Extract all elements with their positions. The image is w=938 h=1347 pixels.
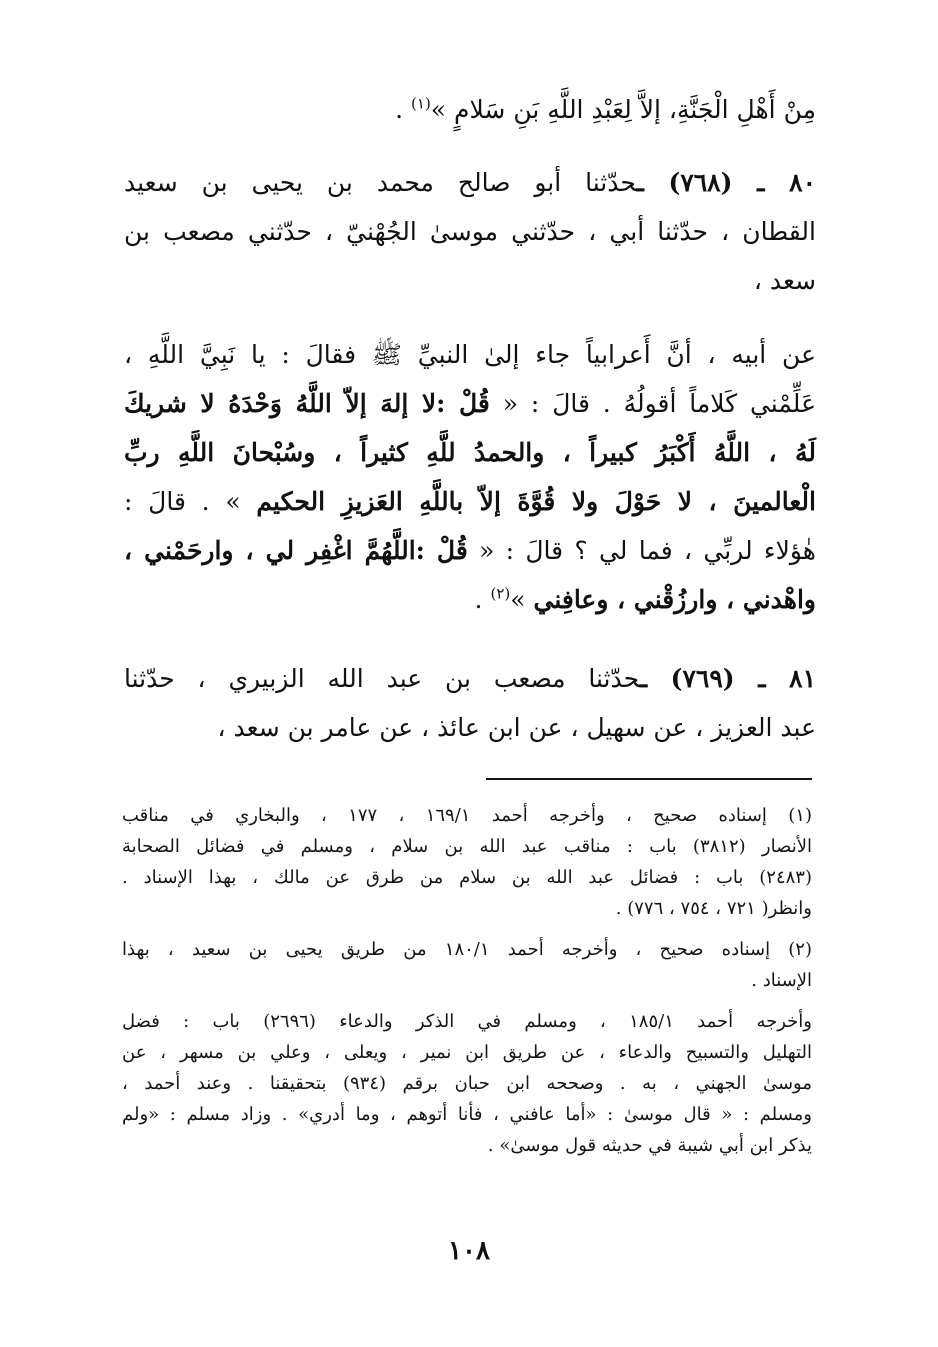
- footnote-1-line: الأنصار (٣٨١٢) باب : مناقب عبد الله بن سلام ، ومسلم في فضائل الصحابة: [122, 836, 812, 857]
- hadith-81-line-2: عبد العزيز ، عن سهيل ، عن ابن عائذ ، عن عامر بن سعد ،: [217, 713, 816, 742]
- footnotes: [122, 800, 812, 1171]
- hadith-80-body-line-6: [124, 575, 816, 624]
- page-number: ١٠٨: [448, 1236, 490, 1266]
- footnote-2: [122, 934, 812, 996]
- body-4b: » . قالَ :: [124, 487, 257, 516]
- footnote-ref-2: (٢): [490, 584, 511, 603]
- opening-line: [124, 85, 816, 134]
- footnote-1-line: (٢٤٨٣) باب : فضائل عبد الله بن سلام من طرق عن مالك ، بهذا الإسناد .: [122, 867, 812, 888]
- body-4a: الْعالمينَ ، لا حَوْلَ ولا قُوَّةَ إلاّ باللَّهِ العَزيزِ الحكيم: [256, 487, 816, 516]
- hadith-80-body-line-2: [124, 379, 816, 428]
- footnote-2-line: الإسناد .: [751, 970, 812, 991]
- hadith-80-body-line-3: لَهُ ، اللَّهُ أَكْبَرُ كبيراً ، والحمدُ للَّهِ كثيراً ، وسُبْحانَ اللَّهِ ربِّ: [124, 438, 816, 467]
- footnote-ref-1: (١): [411, 94, 431, 113]
- body-5b: قُلْ :اللَّهُمَّ اغْفِر لي ، وارحَمْني ،: [124, 536, 468, 565]
- opening-text: مِنْ أَهْلِ الْجَنَّةِ، إلاَّ لِعَبْدِ اللَّهِ بَنِ سَلامٍ »: [430, 95, 816, 124]
- body-2b: قُلْ :لا إلهَ إلاّ اللَّهُ وَحْدَهُ لا شريكَ: [124, 389, 490, 418]
- footnote-2-line: (٢) إسناده صحيح ، وأخرجه أحمد ١٨٠/١ من طريق يحيى بن سعيد ، بهذا: [122, 939, 812, 960]
- footnote-3-line: موسىٰ الجهني ، به . وصححه ابن حبان برقم (٩٣٤) بتحقيقنا . وعند أحمد ،: [122, 1073, 813, 1094]
- hadith-80-line-1-text: حدّثنا أبو صالح محمد بن يحيى بن سعيد: [124, 168, 637, 197]
- hadith-81-number: ٨١ ـ (٧٦٩) ـ: [639, 664, 816, 693]
- footnote-3-line: التهليل والتسبيح والدعاء ، عن طريق ابن نمير ، ويعلى ، وعلي بن مسهر ، عن: [122, 1042, 812, 1063]
- hadith-80-number: ٨٠ ـ (٧٦٨) ـ: [636, 168, 816, 197]
- body-2a: عَلِّمْني كَلاماً أقولُهُ . قالَ : «: [489, 389, 817, 418]
- hadith-80-line-2: القطان ، حدّثنا أبي ، حدّثني موسىٰ الجُهْنيّ ، حدّثني مصعب بن: [124, 217, 816, 246]
- footnote-1: [122, 800, 812, 924]
- hadith-80-body: [124, 330, 816, 624]
- hadith-80-body-line-5: [124, 526, 816, 575]
- footnote-3-line: يذكر ابن أبي شيبة في حديثه قول موسىٰ» .: [487, 1135, 812, 1156]
- hadith-80-line-1: [124, 158, 816, 207]
- body-6end: .: [474, 585, 491, 614]
- footnote-1-line: وانظر( ٧٢١ ، ٧٥٤ ، ٧٧٦) .: [615, 898, 812, 919]
- footnote-1-line: (١) إسناده صحيح ، وأخرجه أحمد ١٦٩/١ ، ١٧٧ ، والبخاري في مناقب: [122, 805, 812, 826]
- opening-end: .: [395, 95, 412, 124]
- body-6a: واهْدني ، وارزُقْني ، وعافِني: [533, 585, 816, 614]
- hadith-81-line-1: [124, 654, 816, 703]
- footnote-3-line: ومسلم : « قال موسىٰ : «أما عافني ، فأنا أتوهم ، وما أدري» . وزاد مسلم : «ولم: [122, 1104, 812, 1125]
- footnote-divider: [486, 778, 812, 780]
- opening-line-text: [124, 85, 816, 134]
- body-6b: »: [510, 585, 534, 614]
- hadith-80-body-line-1: عن أبيه ، أنَّ أَعرابياً جاء إلىٰ النبيِّ ﷺ فقالَ : يا نَبِيَّ اللَّهِ ،: [124, 340, 816, 369]
- footnote-3-line: وأخرجه أحمد ١٨٥/١ ، ومسلم في الذكر والدعاء (٢٦٩٦) باب : فضل: [122, 1011, 812, 1032]
- hadith-80-body-line-4: [124, 477, 816, 526]
- hadith-81-line-1-text: حدّثنا مصعب بن عبد الله الزبيري ، حدّثنا: [124, 664, 640, 693]
- hadith-81-chain: [124, 654, 816, 752]
- hadith-80-chain: [124, 158, 816, 305]
- body-5a: هٰؤلاء لربِّي ، فما لي ؟ قالَ : «: [467, 536, 816, 565]
- hadith-80-line-3: سعد ،: [753, 266, 816, 295]
- footnote-3: [122, 1006, 812, 1161]
